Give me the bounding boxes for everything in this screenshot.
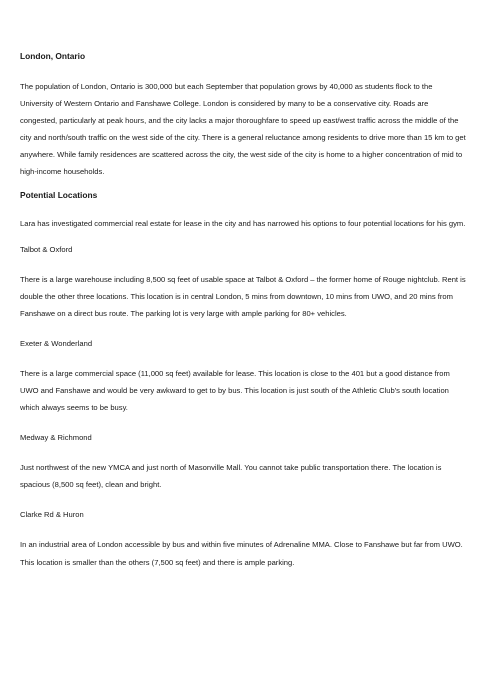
section-heading-potential-locations: Potential Locations — [20, 189, 98, 200]
location-name-talbot-oxford: Talbot & Oxford — [20, 244, 73, 254]
location-name-exeter-wonderland: Exeter & Wonderland — [20, 338, 93, 348]
lara-paragraph: Lara has investigated commercial real estate for lease in the city and has narrowed his options to four potential locations for his gym. — [20, 218, 466, 228]
location-description-clarke-huron: In an industrial area of London accessible by bus and within five minutes of Adrenaline MMA. Close to Fanshawe but far from UWO. This location is smaller than the others (7,500 sq feet) and there is ample parking. — [20, 540, 463, 567]
location-description-medway-richmond: Just northwest of the new YMCA and just north of Masonville Mall. You cannot take public transportation there. The location is spacious (8,500 sq feet), clean and bright. — [20, 463, 442, 490]
location-description-talbot-oxford: There is a large warehouse including 8,500 sq feet of usable space at Talbot & Oxford – the former home of Rouge nightclub. Rent is double the other three locations. This location is in central London, 5 mins from downtown, 10 mins from UWO, and 20 mins from Fanshawe on a direct bus route. The parking lot is very large with ample parking for 80+ vehicles. — [20, 274, 466, 318]
intro-paragraph: The population of London, Ontario is 300,000 but each September that population grows by 40,000 as students flock to the University of Western Ontario and Fanshawe College. London is considered by many to be a conservative city. Roads are congested, particularly at peak hours, and the city lacks a major thoroughfare to speed up east/west traffic across the middle of the city and north/south traffic on the west side of the city. There is a general reluctance among residents to drive more than 15 km to get anywhere. While family residences are scattered across the city, the west side of the city is home to a higher concentration of mid to high-income households. — [20, 82, 466, 177]
location-name-clarke-huron: Clarke Rd & Huron — [20, 510, 84, 520]
location-name-medway-richmond: Medway & Richmond — [20, 433, 92, 443]
document-title: London, Ontario — [20, 51, 86, 61]
location-description-exeter-wonderland: There is a large commercial space (11,000 sq feet) available for lease. This location is close to the 401 but a good distance from UWO and Fanshawe and would be very awkward to get to by bus. This location is just south of the Athletic Club's south location which always seems to be busy. — [20, 368, 450, 413]
